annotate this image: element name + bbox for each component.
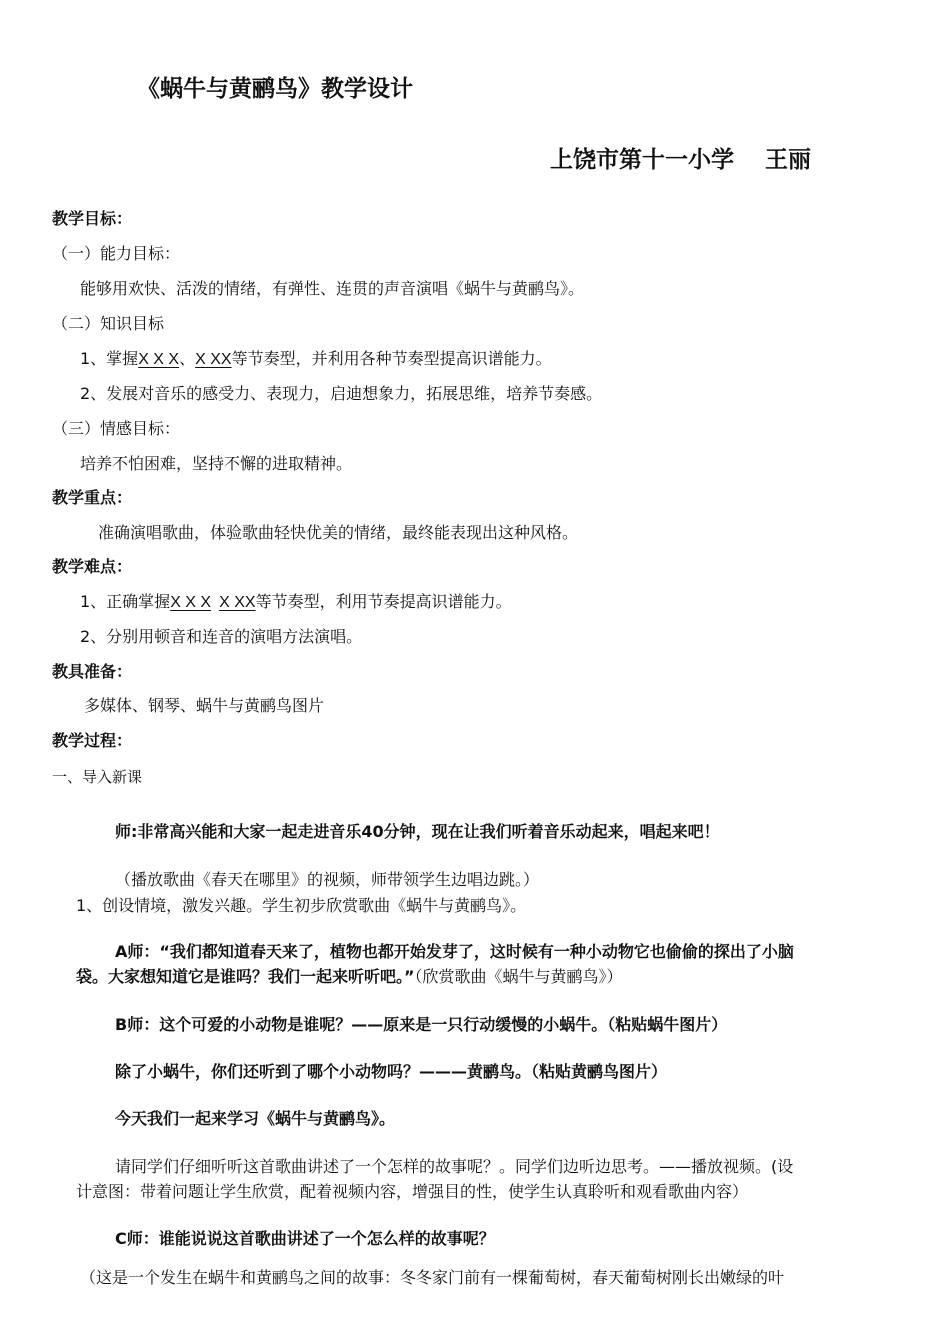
rhythm-pattern: X X X bbox=[170, 594, 212, 611]
rhythm-pattern: X X X bbox=[138, 351, 180, 368]
teacher-line-a-note: （欣赏歌曲《蜗牛与黄鹂鸟》） bbox=[414, 967, 623, 986]
difficulty-item-1-prefix: 1、正确掌握 bbox=[80, 592, 171, 611]
materials-text: 多媒体、钢琴、蜗牛与黄鹂鸟图片 bbox=[84, 696, 325, 715]
knowledge-item-1 bbox=[80, 347, 552, 372]
video-note: （播放歌曲《春天在哪里》的视频，师带领学生边唱边跳。） bbox=[115, 870, 540, 889]
teacher-line-a-bold: 袋。大家想知道它是谁吗？我们一起来听听吧。” bbox=[76, 967, 415, 986]
objectives-heading: 教学目标： bbox=[52, 209, 133, 228]
teacher-line-a: A师：“我们都知道春天来了，植物也都开始发芽了，这时候有一种小动物它也偷偷的探出了小脑 bbox=[115, 942, 794, 961]
author-line: 上饶市第十一小学 王丽 bbox=[550, 147, 812, 173]
emotion-heading: （三）情感目标： bbox=[52, 419, 181, 438]
knowledge-heading: （二）知识目标 bbox=[52, 314, 165, 333]
teacher-line-c: C师：谁能说说这首歌曲讲述了一个怎么样的故事呢？ bbox=[115, 1229, 495, 1248]
teacher-line-b: B师：这个可爱的小动物是谁呢？——原来是一只行动缓慢的小蜗牛。（粘贴蜗牛图片） bbox=[115, 1015, 728, 1034]
materials-heading: 教具准备： bbox=[52, 662, 133, 681]
teacher-line-b2: 除了小蜗牛，你们还听到了哪个小动物吗？———黄鹂鸟。（粘贴黄鹂鸟图片） bbox=[115, 1062, 668, 1081]
separator: 、 bbox=[179, 349, 196, 368]
teacher-opening-line: 师:非常高兴能和大家一起走进音乐40分钟，现在让我们听着音乐动起来，唱起来吧！ bbox=[115, 822, 720, 841]
emotion-text: 培养不怕困难，坚持不懈的进取精神。 bbox=[80, 454, 353, 473]
difficulty-item-2: 2、分别用顿音和连音的演唱方法演唱。 bbox=[80, 627, 363, 646]
rhythm-pattern: X XX bbox=[219, 594, 256, 611]
process-heading: 教学过程： bbox=[52, 731, 133, 750]
knowledge-item-1-suffix: 等节奏型，并利用各种节奏型提高识谱能力。 bbox=[231, 349, 552, 368]
listening-instruction: 请同学们仔细听听这首歌曲讲述了一个怎样的故事呢？。同学们边听边思考。——播放视频。(设 bbox=[115, 1157, 794, 1176]
key-points-heading: 教学重点： bbox=[52, 488, 133, 507]
difficulties-heading: 教学难点： bbox=[52, 557, 133, 576]
teacher-line-a-cont bbox=[76, 965, 623, 989]
lesson-topic-line: 今天我们一起来学习《蜗牛与黄鹂鸟》。 bbox=[115, 1109, 396, 1128]
document-title: 《蜗牛与黄鹂鸟》教学设计 bbox=[137, 76, 413, 102]
section-intro-heading: 一、导入新课 bbox=[52, 768, 143, 786]
ability-heading: （一）能力目标： bbox=[52, 244, 181, 263]
difficulty-item-1-suffix: 等节奏型，利用节奏提高识谱能力。 bbox=[255, 592, 512, 611]
knowledge-item-1-prefix: 1、掌握 bbox=[80, 349, 139, 368]
difficulty-item-1 bbox=[80, 590, 512, 615]
story-summary: （这是一个发生在蜗牛和黄鹂鸟之间的故事：冬冬家门前有一棵葡萄树，春天葡萄树刚长出嫩绿的叶 bbox=[80, 1268, 785, 1287]
knowledge-item-2: 2、发展对音乐的感受力、表现力，启迪想象力，拓展思维，培养节奏感。 bbox=[80, 384, 603, 403]
ability-text: 能够用欢快、活泼的情绪，有弹性、连贯的声音演唱《蜗牛与黄鹂鸟》。 bbox=[80, 279, 585, 298]
key-points-text: 准确演唱歌曲，体验歌曲轻快优美的情绪，最终能表现出这种风格。 bbox=[98, 523, 579, 542]
rhythm-pattern: X XX bbox=[195, 351, 232, 368]
step-1-text: 1、创设情境，激发兴趣。学生初步欣赏歌曲《蜗牛与黄鹂鸟》。 bbox=[76, 896, 527, 915]
design-intent: 计意图：带着问题让学生欣赏，配着视频内容，增强目的性，使学生认真聆听和观看歌曲内容） bbox=[76, 1182, 749, 1201]
